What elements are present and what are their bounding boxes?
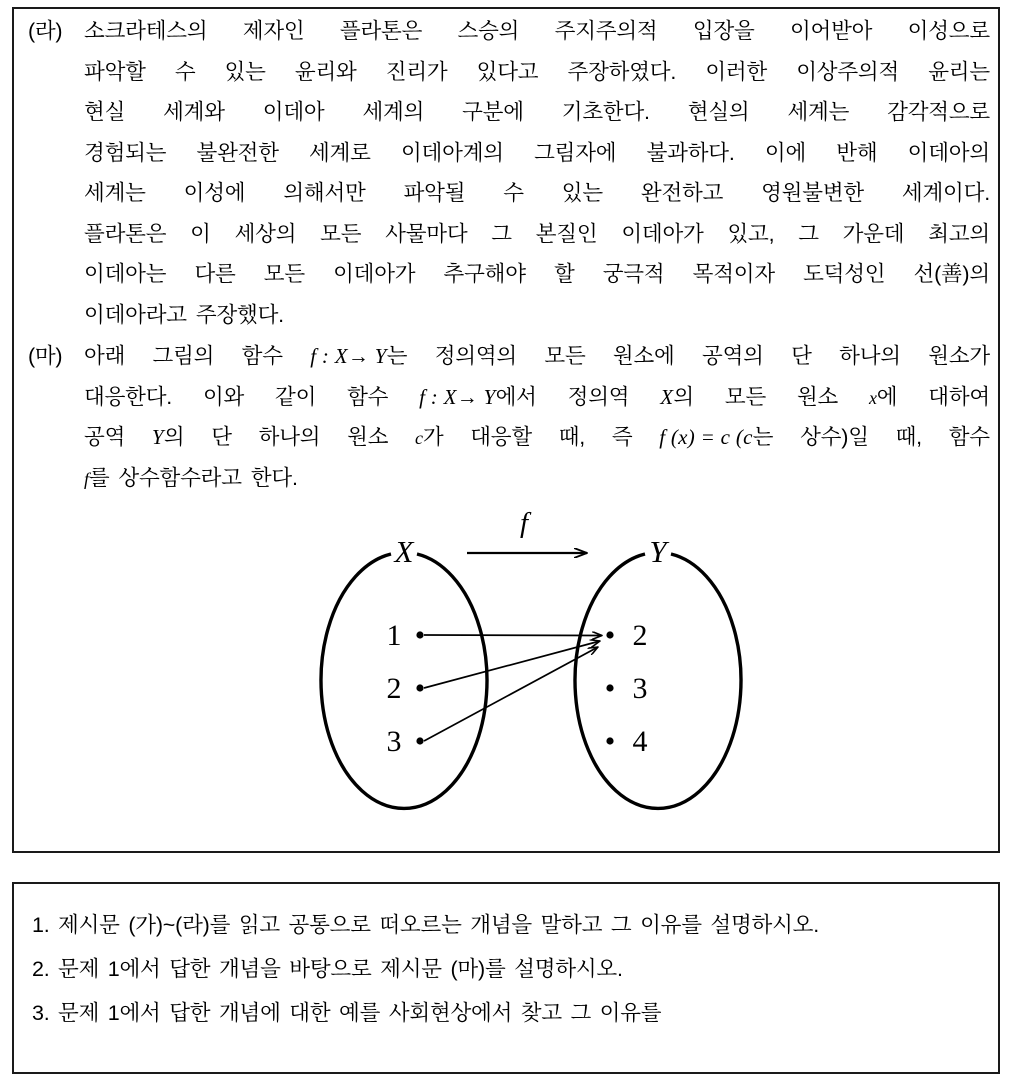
text-word: 공역의 bbox=[702, 344, 764, 368]
passage-line bbox=[84, 133, 990, 174]
math-inline: f (x) = c (c bbox=[659, 425, 753, 449]
text-word: 불과하다. bbox=[646, 140, 735, 165]
text-word: 아래 bbox=[84, 344, 126, 368]
math-expression-c-small bbox=[415, 417, 443, 458]
text-word: 있는 bbox=[224, 59, 266, 84]
text-word: 모든 bbox=[724, 384, 767, 409]
passage-ma bbox=[28, 336, 990, 498]
math-expression-fx-equals-c bbox=[659, 417, 773, 458]
math-inline: f : X→ Y bbox=[419, 384, 496, 409]
text-word: 이성에 bbox=[183, 181, 246, 205]
text-word: 이데아가 bbox=[621, 221, 704, 246]
passage-line bbox=[84, 295, 990, 336]
passage-ma-row bbox=[28, 336, 990, 498]
text-word: 한다. bbox=[250, 465, 298, 490]
text-particle: 의 bbox=[163, 425, 185, 449]
domain-element-label: 2 bbox=[386, 672, 402, 705]
text-word: 영원불변한 bbox=[761, 181, 864, 205]
text-word: 상수)일 bbox=[800, 425, 869, 449]
domain-element-label: 3 bbox=[386, 725, 402, 758]
text-word: 반해 bbox=[836, 140, 878, 165]
passage-line bbox=[84, 254, 990, 295]
text-word: 완전하고 bbox=[640, 181, 724, 205]
text-word: 1에서 bbox=[107, 1001, 161, 1025]
text-word: 문제 bbox=[58, 1001, 100, 1025]
text-word: (마)를 bbox=[450, 957, 506, 981]
text-word: 진리가 bbox=[385, 59, 448, 84]
math-inline: Y bbox=[151, 425, 164, 449]
passage-line bbox=[84, 52, 990, 93]
text-word: 도덕성인 bbox=[803, 262, 886, 286]
codomain-ellipse bbox=[575, 554, 741, 808]
text-word: 파악될 bbox=[403, 181, 466, 205]
text-particle: 가 bbox=[422, 425, 444, 449]
math-expression-x-small bbox=[869, 377, 897, 418]
math-expression-fx-to-y bbox=[419, 377, 537, 418]
text-word: 파악할 bbox=[84, 59, 146, 84]
text-word: 기초한다. bbox=[561, 100, 650, 124]
question-item-2 bbox=[32, 947, 988, 991]
text-word: 상수함수라고 bbox=[118, 465, 242, 490]
text-word: 단 bbox=[791, 344, 812, 368]
text-word: 모든 bbox=[320, 221, 362, 246]
text-word: 모든 bbox=[544, 344, 586, 368]
text-word: 주장했다. bbox=[195, 302, 284, 327]
domain-dot-3 bbox=[416, 737, 423, 744]
text-word: 함수 bbox=[948, 425, 990, 449]
text-word: 이데아가 bbox=[333, 262, 416, 286]
text-word: 현실 bbox=[84, 100, 126, 124]
text-word: 설명하시오. bbox=[514, 957, 623, 981]
text-particle: 는 bbox=[752, 425, 774, 449]
text-word: 이 bbox=[190, 221, 211, 246]
domain-set-label: X bbox=[394, 534, 414, 569]
text-particle: 는 bbox=[386, 344, 408, 368]
text-word: 때, bbox=[558, 425, 586, 449]
text-word: 이러한 bbox=[705, 59, 768, 84]
codomain-element-label: 2 bbox=[632, 619, 648, 652]
text-word: 1에서 bbox=[107, 957, 161, 981]
text-word: 이데아라고 bbox=[84, 302, 187, 327]
text-word: 플라톤은 bbox=[84, 221, 167, 246]
text-word: 경험되는 bbox=[84, 140, 167, 165]
text-word: 문제 bbox=[58, 957, 100, 981]
text-particle: 에서 bbox=[495, 384, 537, 409]
text-word: 제시문 bbox=[58, 913, 120, 937]
text-word: 사물마다 bbox=[385, 221, 468, 246]
domain-dot-1 bbox=[416, 631, 423, 638]
text-word: 주지주의적 bbox=[554, 19, 658, 43]
passage-ra-label: (라) bbox=[28, 19, 63, 43]
text-word: 궁극적 bbox=[602, 262, 665, 286]
text-word: (가)~(라)를 bbox=[128, 913, 231, 937]
text-word: 대하여 bbox=[928, 384, 990, 409]
text-word: 공역 bbox=[84, 425, 126, 449]
text-word: 모든 bbox=[263, 262, 305, 286]
passage-line bbox=[84, 92, 990, 133]
text-word: 그 bbox=[491, 221, 512, 246]
text-word: 읽고 bbox=[238, 913, 280, 937]
codomain-element-label: 4 bbox=[632, 725, 648, 758]
text-word: 추구해야 bbox=[443, 262, 526, 286]
question-number: 2. bbox=[32, 957, 50, 981]
questions-box bbox=[12, 882, 1000, 1074]
question-text bbox=[58, 947, 623, 991]
text-word: 원소 bbox=[796, 384, 839, 409]
passage-line bbox=[84, 458, 990, 499]
math-inline: c bbox=[415, 428, 423, 448]
passage-box bbox=[12, 7, 1000, 853]
text-word: 떠오르는 bbox=[379, 913, 462, 937]
questions-list bbox=[32, 903, 988, 1035]
text-word: 그림자에 bbox=[534, 140, 617, 165]
text-word: 그 bbox=[798, 221, 819, 246]
text-word: 최고의 bbox=[928, 221, 990, 246]
math-expression-y bbox=[152, 417, 185, 458]
math-expression-f bbox=[84, 458, 109, 499]
text-word: 플라톤은 bbox=[339, 19, 423, 43]
text-word: 같이 bbox=[275, 384, 317, 409]
text-word: 말하고 bbox=[540, 913, 603, 937]
text-word: 스승의 bbox=[457, 19, 520, 43]
text-word: 감각적으로 bbox=[887, 100, 990, 124]
passage-ra bbox=[28, 11, 990, 335]
codomain-dot-2 bbox=[606, 631, 613, 638]
text-word: 다른 bbox=[194, 262, 236, 286]
text-word: 답한 bbox=[169, 957, 211, 981]
text-word: 이유를 bbox=[599, 1001, 662, 1025]
text-word: 이유를 bbox=[640, 913, 702, 937]
math-inline: X bbox=[660, 384, 674, 409]
text-word: 목적이자 bbox=[692, 262, 775, 286]
question-text bbox=[58, 903, 819, 947]
text-word: 선(善)의 bbox=[913, 262, 990, 286]
text-word: 개념을 bbox=[470, 913, 533, 937]
codomain-set-label: Y bbox=[649, 534, 667, 569]
text-word: 세계는 bbox=[84, 181, 146, 205]
text-word: 이어받아 bbox=[789, 19, 873, 43]
math-inline: f : X→ Y bbox=[310, 344, 387, 368]
text-word: 세계와 bbox=[163, 100, 225, 124]
text-word: 이에 bbox=[764, 140, 807, 165]
math-expression-x bbox=[660, 377, 694, 418]
passage-ma-body bbox=[84, 336, 990, 498]
passage-line bbox=[84, 214, 990, 255]
math-inline: x bbox=[868, 387, 877, 408]
text-word: 즉 bbox=[611, 425, 633, 449]
domain-dot-2 bbox=[416, 684, 423, 691]
text-word: 세계로 bbox=[309, 140, 371, 165]
text-word: 정의역의 bbox=[434, 344, 517, 368]
text-word: 수 bbox=[174, 59, 196, 84]
text-word: 대한 bbox=[289, 1001, 331, 1025]
text-word: 이데아는 bbox=[84, 262, 167, 286]
text-word: 때, bbox=[895, 425, 922, 449]
text-word: 할 bbox=[553, 262, 575, 286]
passage-ra-body bbox=[84, 11, 990, 335]
text-word: 설명하시오. bbox=[710, 913, 820, 937]
text-word: 개념을 bbox=[218, 957, 281, 981]
question-number: 1. bbox=[32, 913, 50, 937]
text-word: 사회현상에서 bbox=[388, 1001, 513, 1025]
question-number: 3. bbox=[32, 1001, 50, 1025]
text-word: 함수 bbox=[347, 384, 389, 409]
passage-line bbox=[84, 11, 990, 52]
text-word: 제시문 bbox=[380, 957, 442, 981]
text-word: 대응한다. bbox=[84, 384, 173, 409]
math-expression-fx-to-y bbox=[310, 336, 407, 377]
passage-line bbox=[84, 417, 990, 458]
text-word: 답한 bbox=[169, 1001, 211, 1025]
function-label: f bbox=[519, 507, 529, 539]
text-word: 원소에 bbox=[612, 344, 675, 368]
math-inline: f bbox=[84, 468, 89, 489]
passage-line bbox=[84, 336, 990, 377]
text-word: 예를 bbox=[339, 1001, 381, 1025]
question-text bbox=[58, 991, 661, 1035]
text-word: 이상주의적 bbox=[796, 59, 900, 84]
text-word: 현실의 bbox=[687, 100, 750, 124]
text-word: 그 bbox=[610, 913, 632, 937]
text-word: 입장을 bbox=[692, 19, 755, 43]
question-item-1 bbox=[32, 903, 988, 947]
text-word: 하나의 bbox=[258, 425, 321, 449]
text-word: 세상의 bbox=[234, 221, 297, 246]
text-particle: 를 bbox=[88, 465, 110, 490]
text-word: 세계의 bbox=[362, 100, 425, 124]
text-word: 함수 bbox=[241, 344, 283, 368]
passage-line bbox=[84, 173, 990, 214]
function-mapping-diagram bbox=[284, 504, 754, 849]
text-word: 있는 bbox=[561, 181, 603, 205]
text-word: 개념에 bbox=[218, 1001, 281, 1025]
passage-ra-row bbox=[28, 11, 990, 335]
text-word: 대응할 bbox=[470, 425, 532, 449]
text-word: 이데아의 bbox=[907, 140, 990, 165]
question-item-3 bbox=[32, 991, 988, 1035]
text-word: 본질인 bbox=[535, 221, 598, 246]
passage-ma-label: (마) bbox=[28, 344, 63, 368]
mapping-arrow-3-to-2 bbox=[424, 647, 598, 741]
text-word: 단 bbox=[211, 425, 232, 449]
text-word: 불완전한 bbox=[196, 140, 279, 165]
text-word: 윤리는 bbox=[928, 59, 990, 84]
text-word: 있고, bbox=[727, 221, 775, 246]
text-word: 찾고 bbox=[520, 1001, 562, 1025]
text-word: 구분에 bbox=[462, 100, 524, 124]
text-word: 수 bbox=[503, 181, 524, 205]
text-word: 있다고 bbox=[476, 59, 539, 84]
domain-ellipse bbox=[321, 554, 487, 808]
passage-line bbox=[84, 377, 990, 418]
codomain-dot-3 bbox=[606, 684, 613, 691]
text-word: 원소 bbox=[347, 425, 389, 449]
domain-element-label: 1 bbox=[386, 619, 402, 652]
text-word: 바탕으로 bbox=[289, 957, 372, 981]
text-word: 그림의 bbox=[152, 344, 215, 368]
text-word: 소크라테스의 bbox=[84, 19, 208, 43]
text-word: 주장하였다. bbox=[567, 59, 677, 84]
text-word: 세계이다. bbox=[901, 181, 990, 205]
codomain-dot-4 bbox=[606, 737, 613, 744]
text-word: 그 bbox=[570, 1001, 592, 1025]
text-word: 이데아 bbox=[262, 100, 325, 124]
text-word: 공통으로 bbox=[288, 913, 371, 937]
text-particle: 의 bbox=[673, 384, 694, 409]
text-word: 정의역 bbox=[567, 384, 630, 409]
text-word: 하나의 bbox=[839, 344, 901, 368]
codomain-element-label: 3 bbox=[632, 672, 648, 705]
text-word: 윤리와 bbox=[294, 59, 357, 84]
text-word: 원소가 bbox=[928, 344, 990, 368]
text-word: 가운데 bbox=[842, 221, 905, 246]
text-word: 이데아계의 bbox=[400, 140, 504, 165]
text-word: 이성으로 bbox=[907, 19, 990, 43]
mapping-arrow-1-to-2 bbox=[424, 635, 602, 636]
text-word: 세계는 bbox=[787, 100, 850, 124]
text-particle: 에 bbox=[876, 384, 898, 409]
text-word: 제자인 bbox=[242, 19, 305, 43]
text-word: 이와 bbox=[202, 384, 245, 409]
text-word: 의해서만 bbox=[283, 181, 366, 205]
